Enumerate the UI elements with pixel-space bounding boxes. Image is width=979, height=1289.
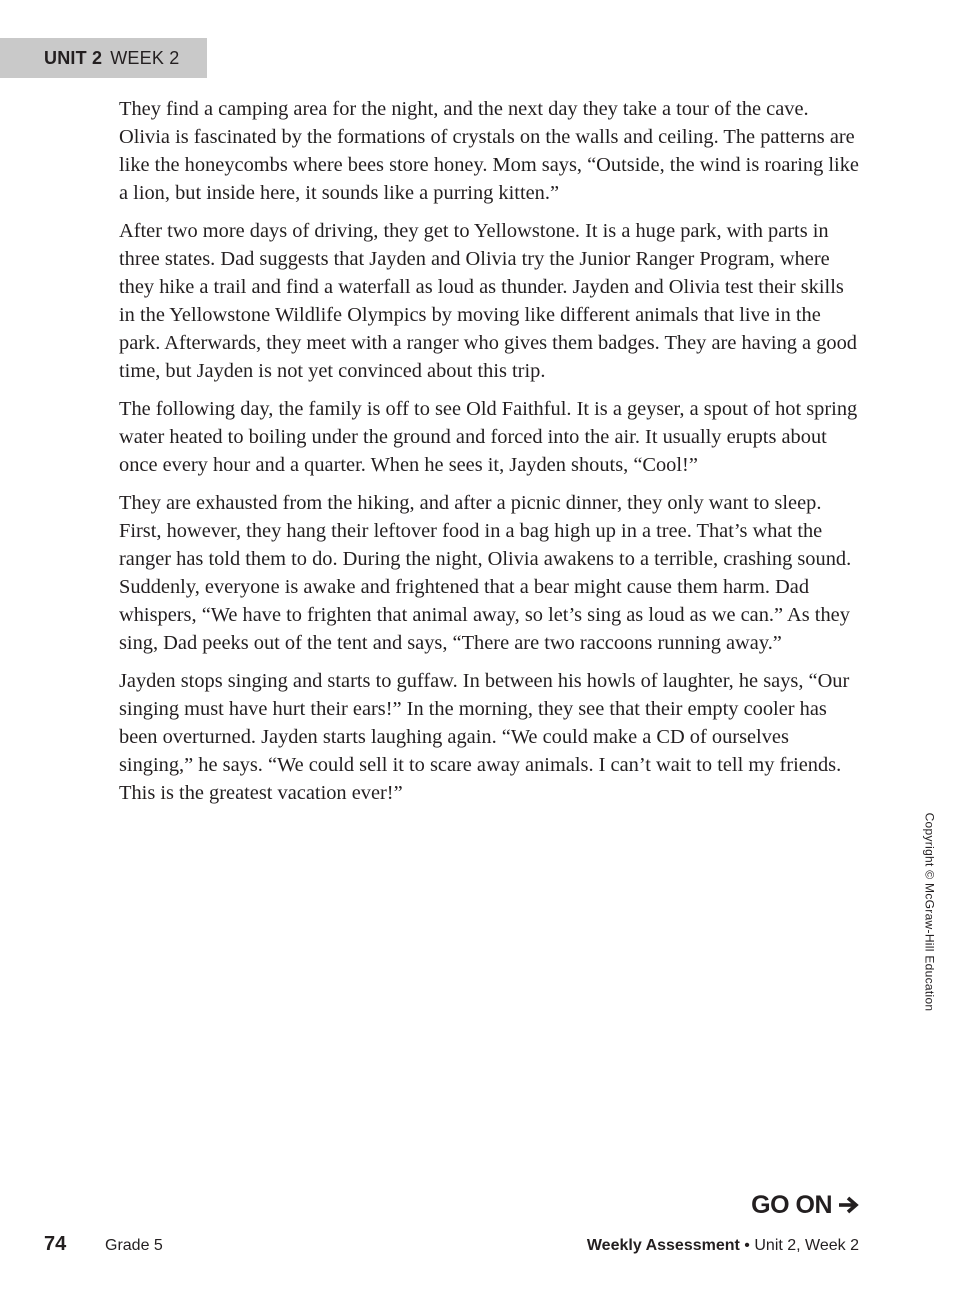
paragraph: After two more days of driving, they get to Yellowstone. It is a huge park, with parts in three states. Dad suggests that Jayden and Olivia try the Junior Ranger Program, where they hike a trail and find a waterfall as loud as thunder. Jayden and Olivia test their skills in the Yellowstone Wildlife Olympics by moving like different animals that live in the park. Afterwards, they meet with a ranger who gives them badges. They are having a good time, but Jayden is not yet convinced about this trip.	[119, 220, 857, 382]
separator-bullet: •	[744, 1237, 750, 1254]
assessment-title: Weekly Assessment	[586, 1237, 740, 1254]
paragraph: Jayden stops singing and starts to guffaw. In between his howls of laughter, he says, “Our singing must have hurt their ears!” In the morning, they see that their empty cooler has been overturned. Jayden starts laughing again. “We could make a CD of ourselves singing,” he says. “We could sell it to scare away animals. I can’t wait to tell my friends. This is the greatest vacation ever!”	[119, 670, 850, 804]
grade-label: Grade 5	[105, 1237, 163, 1254]
paragraph: They are exhausted from the hiking, and after a picnic dinner, they only want to sleep. First, however, they hang their leftover food in a bag high up in a tree. That’s what the ranger has told them to do. During the night, Olivia awakens to a terrible, crashing sound. Suddenly, everyone is awake and frightened that a bear might cause them harm. Dad whispers, “We have to frighten that animal away, so let’s sing as loud as we can.” As they sing, Dad peeks out of the tent and says, “There are two raccoons running away.”	[119, 492, 852, 654]
reading-passage	[119, 95, 864, 817]
unit-week-tab	[0, 38, 207, 78]
copyright-notice	[917, 801, 941, 1023]
go-on-prompt	[751, 1190, 860, 1220]
unit-label: UNIT 2	[44, 47, 103, 68]
go-on-label: GO ON	[751, 1190, 832, 1219]
week-label: WEEK 2	[110, 47, 180, 68]
copyright-text: Copyright © McGraw-Hill Education	[922, 812, 936, 1012]
paragraph: The following day, the family is off to see Old Faithful. It is a geyser, a spout of hot spring water heated to boiling under the ground and forced into the air. It usually erupts about once every hour and a quarter. When he sees it, Jayden shouts, “Cool!”	[119, 398, 858, 476]
assessment-label	[587, 1237, 859, 1255]
right-arrow-icon	[838, 1196, 860, 1214]
assessment-detail: Unit 2, Week 2	[754, 1237, 859, 1254]
page-footer	[0, 1233, 979, 1259]
paragraph: They find a camping area for the night, and the next day they take a tour of the cave. Olivia is fascinated by the formations of crystals on the walls and ceiling. The patterns are like the honeycombs where bees store honey. Mom says, “Outside, the wind is roaring like a lion, but inside here, it sounds like a purring kitten.”	[119, 98, 859, 204]
page-number: 74	[44, 1233, 67, 1255]
